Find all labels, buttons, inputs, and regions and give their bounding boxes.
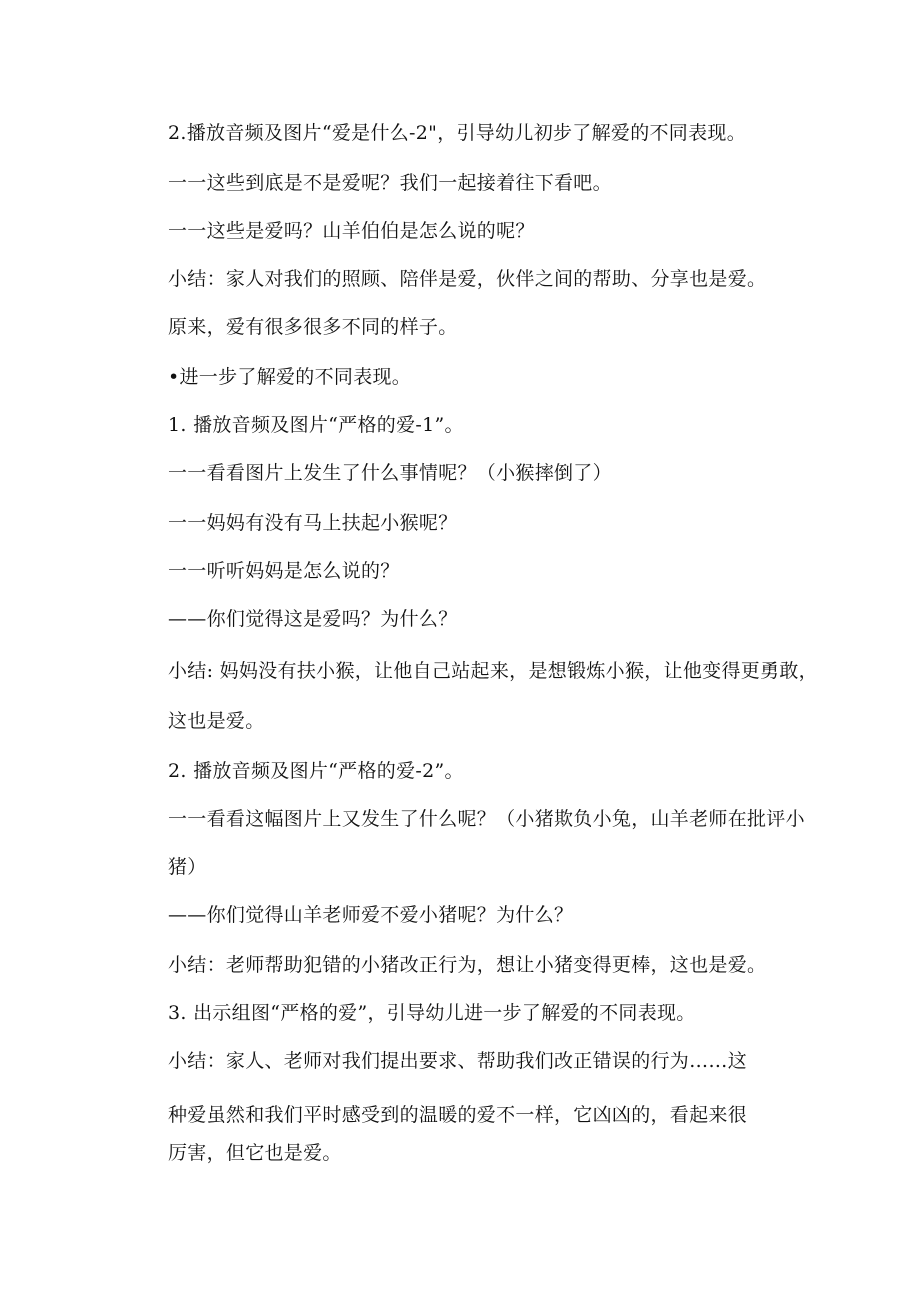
summary-line: 小结：家人对我们的照顾、陪伴是爱，伙伴之间的帮助、分享也是爱。	[168, 268, 767, 290]
step-1-heading: 1. 播放音频及图片“严格的爱-1”。	[168, 414, 464, 436]
step-2-heading: 2. 播放音频及图片“严格的爱-2”。	[168, 760, 464, 782]
summary-line: 小结：家人、老师对我们提出要求、帮助我们改正错误的行为……这	[168, 1050, 748, 1072]
question-line: ——你们觉得这是爱吗？为什么？	[168, 608, 458, 630]
summary-continuation: 种爱虽然和我们平时感受到的温暖的爱不一样，它凶凶的，看起来很	[168, 1104, 748, 1126]
question-line: 一一看看图片上发生了什么事情呢？（小猴摔倒了）	[168, 462, 612, 484]
summary-line: 小结: 妈妈没有扶小猴，让他自己站起来，是想锻炼小猴，让他变得更勇敢，	[168, 660, 818, 682]
question-line: 一一这些是爱吗？山羊伯伯是怎么说的呢？	[168, 220, 535, 242]
question-continuation: 猪）	[168, 856, 207, 878]
section-bullet-heading: •进一步了解爱的不同表现。	[168, 366, 412, 388]
summary-line: 小结：老师帮助犯错的小猪改正行为，想让小猪变得更棒，这也是爱。	[168, 954, 767, 976]
question-line: 一一妈妈有没有马上扶起小猴呢？	[168, 512, 458, 534]
question-line: 一一看看这幅图片上又发生了什么呢？（小猪欺负小兔，山羊老师在批评小	[168, 808, 805, 830]
paragraph-line: 原来，爱有很多很多不同的样子。	[168, 316, 458, 338]
step-3-heading: 3. 出示组图“严格的爱”，引导幼儿进一步了解爱的不同表现。	[168, 1002, 696, 1024]
question-line: ——你们觉得山羊老师爱不爱小猪呢？为什么？	[168, 904, 574, 926]
step-2-heading: 2.播放音频及图片“爱是什么-2"，引导幼儿初步了解爱的不同表现。	[168, 122, 746, 144]
summary-continuation: 这也是爱。	[168, 710, 265, 732]
question-line: 一一这些到底是不是爱呢？我们一起接着往下看吧。	[168, 172, 612, 194]
question-line: 一一听听妈妈是怎么说的？	[168, 560, 400, 582]
summary-continuation: 厉害，但它也是爱。	[168, 1142, 342, 1164]
